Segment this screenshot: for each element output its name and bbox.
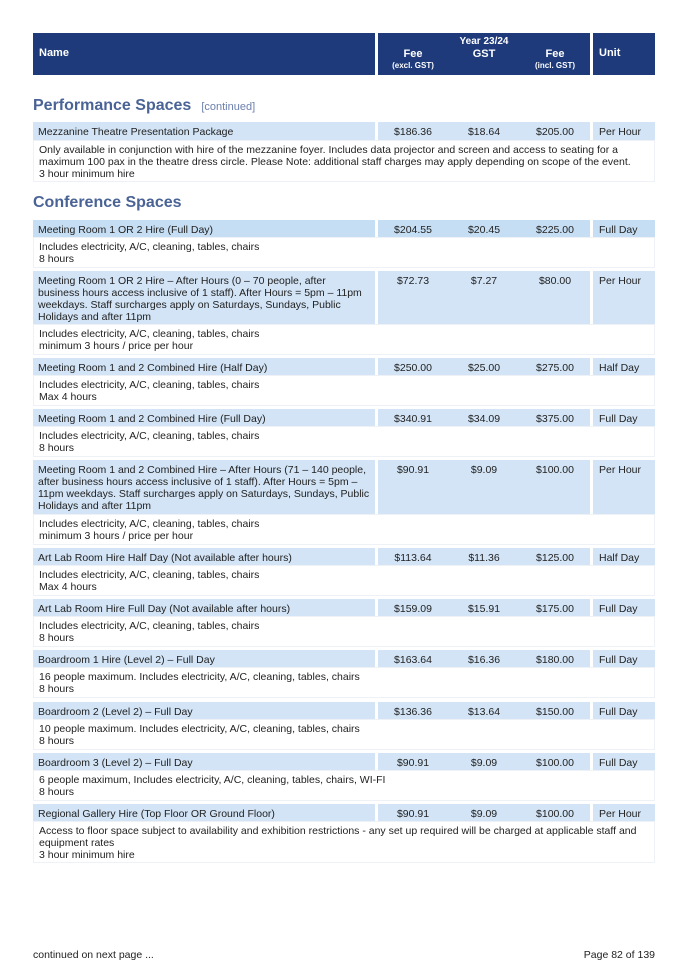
item-name: Meeting Room 1 OR 2 Hire – After Hours (0 – 70 people, after business hours access inclusive of 1 staff). After Hours = 5pm – 11pm weekdays. Staff surcharges apply on Saturdays, Sundays, Public Holidays and after 11pm — [33, 271, 375, 324]
header-fee-incl — [520, 48, 590, 71]
table-row — [33, 220, 655, 237]
item-fee-excl: $186.36 — [378, 122, 448, 140]
item-description — [33, 719, 655, 750]
item-unit: Full Day — [593, 409, 655, 426]
item-description — [33, 616, 655, 647]
item-name: Meeting Room 1 and 2 Combined Hire (Full Day) — [33, 409, 375, 426]
item-name: Meeting Room 1 OR 2 Hire (Full Day) — [33, 220, 375, 237]
item-gst: $15.91 — [448, 599, 520, 616]
section-title-conference — [33, 194, 182, 212]
item-fee-excl: $340.91 — [378, 409, 448, 426]
table-row — [33, 548, 655, 565]
header-fee-incl-sub: (incl. GST) — [535, 61, 575, 70]
item-description — [33, 770, 655, 801]
section-title-performance — [33, 97, 255, 115]
table-row — [33, 358, 655, 375]
item-name: Boardroom 1 Hire (Level 2) – Full Day — [33, 650, 375, 667]
item-description — [33, 375, 655, 406]
item-gst: $18.64 — [448, 122, 520, 140]
item-fee-excl: $163.64 — [378, 650, 448, 667]
item-description-text: 16 people maximum. Includes electricity, A/C, cleaning, tables, chairs 8 hours — [39, 671, 360, 695]
item-description-text: Includes electricity, A/C, cleaning, tables, chairs Max 4 hours — [39, 569, 260, 593]
header-gst — [448, 48, 520, 60]
item-description-text: Access to floor space subject to availability and exhibition restrictions - any set up required will be charged at applicable staff and equipment rates 3 hour minimum hire — [39, 825, 637, 861]
table-row — [33, 650, 655, 667]
item-name: Boardroom 2 (Level 2) – Full Day — [33, 702, 375, 719]
item-fee-incl: $175.00 — [520, 599, 590, 616]
item-fee-excl: $159.09 — [378, 599, 448, 616]
item-unit: Full Day — [593, 753, 655, 770]
item-description-text: Includes electricity, A/C, cleaning, tables, chairs 8 hours — [39, 241, 260, 265]
item-fee-incl: $80.00 — [520, 271, 590, 324]
item-gst: $9.09 — [448, 460, 520, 514]
header-name-cell — [33, 33, 375, 75]
table-row — [33, 753, 655, 770]
item-name: Regional Gallery Hire (Top Floor OR Ground Floor) — [33, 804, 375, 821]
table-row — [33, 804, 655, 821]
item-fee-excl: $250.00 — [378, 358, 448, 375]
item-description — [33, 237, 655, 268]
item-name: Boardroom 3 (Level 2) – Full Day — [33, 753, 375, 770]
item-description-text: Includes electricity, A/C, cleaning, tables, chairs minimum 3 hours / price per hour — [39, 518, 260, 542]
item-description-text: 6 people maximum, Includes electricity, A/C, cleaning, tables, chairs, WI-FI 8 hours — [39, 774, 386, 798]
item-gst: $20.45 — [448, 220, 520, 237]
header-fee-incl-label: Fee — [545, 48, 565, 60]
header-gst-label: GST — [472, 48, 496, 60]
item-gst: $9.09 — [448, 804, 520, 821]
item-unit: Full Day — [593, 650, 655, 667]
item-unit: Full Day — [593, 599, 655, 616]
table-row — [33, 409, 655, 426]
header-year-cell — [378, 33, 590, 75]
item-fee-incl: $180.00 — [520, 650, 590, 667]
item-fee-excl: $113.64 — [378, 548, 448, 565]
item-fee-incl: $205.00 — [520, 122, 590, 140]
item-description-text: Includes electricity, A/C, cleaning, tables, chairs 8 hours — [39, 620, 260, 644]
item-unit: Per Hour — [593, 271, 655, 324]
item-description — [33, 140, 655, 182]
item-name: Meeting Room 1 and 2 Combined Hire – After Hours (71 – 140 people, after business hours access inclusive of 1 staff). After Hours = 5pm – 11pm weekdays. Staff surcharges apply on Saturdays, Sundays, Public Holidays and after 11pm — [33, 460, 375, 514]
item-description-text: Only available in conjunction with hire of the mezzanine foyer. Includes data projector and screen and access to seating for a maximum 100 pax in the theatre dress circle. Please Note: additional staff charges may apply depending on scope of the event. 3 hour minimum hire — [39, 144, 631, 180]
header-fee-excl-sub: (excl. GST) — [392, 61, 434, 70]
item-fee-incl: $100.00 — [520, 460, 590, 514]
item-fee-incl: $150.00 — [520, 702, 590, 719]
item-fee-excl: $72.73 — [378, 271, 448, 324]
header-year-label: Year 23/24 — [459, 36, 509, 47]
item-unit: Full Day — [593, 220, 655, 237]
item-fee-excl: $90.91 — [378, 753, 448, 770]
item-description-text: 10 people maximum. Includes electricity, A/C, cleaning, tables, chairs 8 hours — [39, 723, 360, 747]
item-fee-excl: $204.55 — [378, 220, 448, 237]
item-fee-incl: $100.00 — [520, 804, 590, 821]
item-name: Meeting Room 1 and 2 Combined Hire (Half Day) — [33, 358, 375, 375]
table-row — [33, 599, 655, 616]
item-fee-excl: $90.91 — [378, 804, 448, 821]
item-fee-incl: $375.00 — [520, 409, 590, 426]
header-name-label: Name — [39, 47, 69, 59]
item-fee-incl: $225.00 — [520, 220, 590, 237]
item-fee-incl: $275.00 — [520, 358, 590, 375]
item-unit: Per Hour — [593, 804, 655, 821]
table-row — [33, 460, 655, 514]
item-name: Art Lab Room Hire Half Day (Not available after hours) — [33, 548, 375, 565]
header-fee-excl — [378, 48, 448, 71]
item-fee-incl: $125.00 — [520, 548, 590, 565]
item-description-text: Includes electricity, A/C, cleaning, tables, chairs Max 4 hours — [39, 379, 260, 403]
item-name: Art Lab Room Hire Full Day (Not available after hours) — [33, 599, 375, 616]
item-description — [33, 821, 655, 863]
item-description-text: Includes electricity, A/C, cleaning, tables, chairs minimum 3 hours / price per hour — [39, 328, 260, 352]
item-gst: $13.64 — [448, 702, 520, 719]
item-gst: $34.09 — [448, 409, 520, 426]
header-fee-excl-label: Fee — [403, 48, 423, 60]
item-gst: $7.27 — [448, 271, 520, 324]
item-gst: $11.36 — [448, 548, 520, 565]
item-gst: $25.00 — [448, 358, 520, 375]
item-description — [33, 667, 655, 698]
continued-label: [continued] — [201, 101, 256, 113]
item-fee-excl: $90.91 — [378, 460, 448, 514]
continued-next-page: continued on next page ... — [33, 949, 154, 961]
table-row — [33, 122, 655, 140]
section-title-text: Conference Spaces — [33, 194, 182, 211]
table-header — [33, 33, 655, 75]
header-unit-cell — [593, 33, 655, 75]
item-name: Mezzanine Theatre Presentation Package — [33, 122, 375, 140]
item-fee-excl: $136.36 — [378, 702, 448, 719]
item-gst: $16.36 — [448, 650, 520, 667]
item-description — [33, 565, 655, 596]
item-fee-incl: $100.00 — [520, 753, 590, 770]
item-description — [33, 426, 655, 457]
item-unit: Full Day — [593, 702, 655, 719]
item-description — [33, 514, 655, 545]
item-unit: Per Hour — [593, 122, 655, 140]
header-unit-label: Unit — [599, 47, 621, 59]
item-unit: Half Day — [593, 358, 655, 375]
item-description — [33, 324, 655, 355]
table-row — [33, 702, 655, 719]
page-number: Page 82 of 139 — [583, 949, 655, 961]
section-title-text: Performance Spaces — [33, 97, 192, 114]
table-row — [33, 271, 655, 324]
item-description-text: Includes electricity, A/C, cleaning, tables, chairs 8 hours — [39, 430, 260, 454]
item-gst: $9.09 — [448, 753, 520, 770]
item-unit: Per Hour — [593, 460, 655, 514]
item-unit: Half Day — [593, 548, 655, 565]
